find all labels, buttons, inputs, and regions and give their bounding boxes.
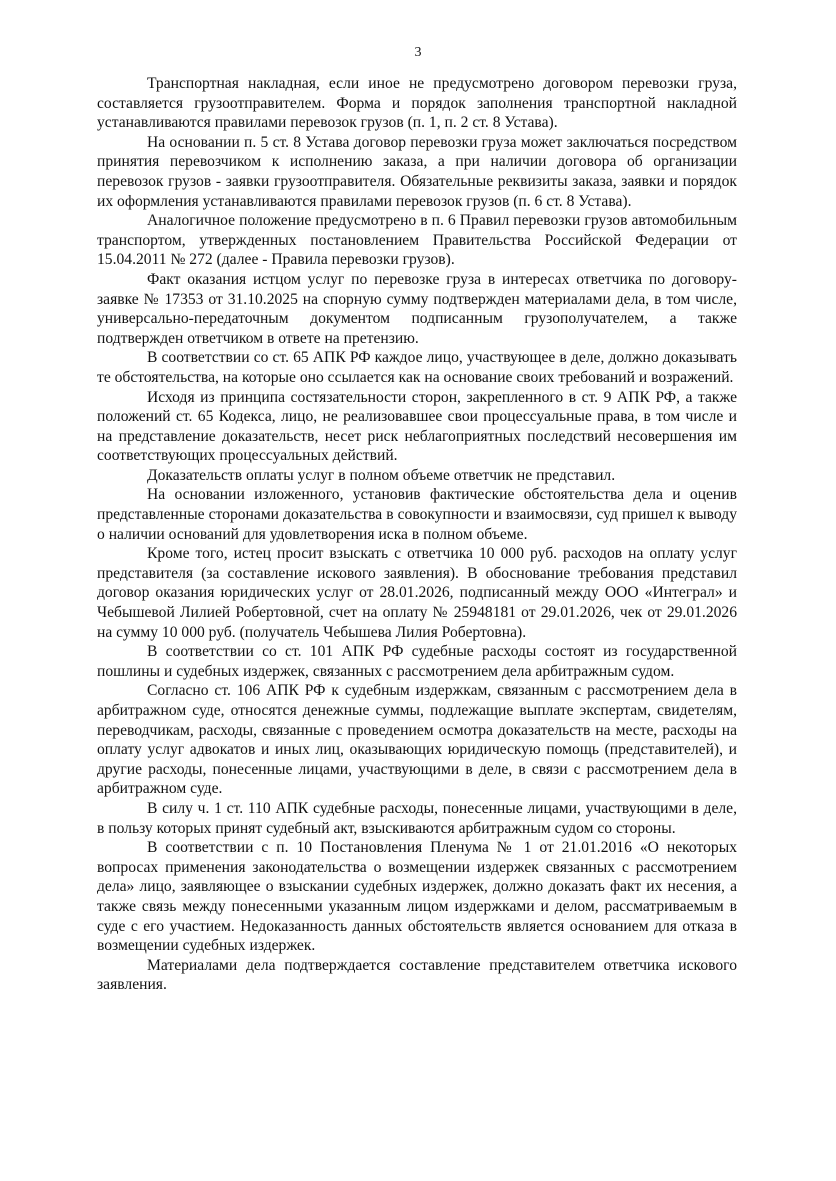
paragraph: Исходя из принципа состязательности сторон, закрепленного в ст. 9 АПК РФ, а также положений ст. 65 Кодекса, лицо, не реализовавшее свои процессуальные права, в том числе и на представление доказательств, несет риск неблагоприятных последствий несовершения им соответствующих процессуальных действий. bbox=[97, 388, 737, 465]
paragraph: Согласно ст. 106 АПК РФ к судебным издержкам, связанным с рассмотрением дела в арбитражном суде, относятся денежные суммы, подлежащие выплате экспертам, свидетелям, переводчикам, расходы, связанные с проведением осмотра доказательств на месте, расходы на оплату услуг адвокатов и иных лиц, оказывающих юридическую помощь (представителей), и другие расходы, понесенные лицами, участвующими в деле, в связи с рассмотрением дела в арбитражном суде. bbox=[97, 682, 737, 798]
paragraph: На основании п. 5 ст. 8 Устава договор перевозки груза может заключаться посредством принятия перевозчиком к исполнению заказа, а при наличии договора об организации перевозок грузов - заявки грузоотправителя. Обязательные реквизиты заказа, заявки и порядок их оформления устанавливаются правилами перевозок грузов (п. 6 ст. 8 Устава). bbox=[97, 133, 737, 210]
paragraph: Доказательств оплаты услуг в полном объеме ответчик не представил. bbox=[147, 466, 616, 484]
paragraph: Аналогичное положение предусмотрено в п. 6 Правил перевозки грузов автомобильным транспортом, утвержденных постановлением Правительства Российской Федерации от 15.04.2011 № 272 (далее - Правила перевозки грузов). bbox=[97, 212, 737, 269]
paragraph: В соответствии со ст. 101 АПК РФ судебные расходы состоят из государственной пошлины и судебных издержек, связанных с рассмотрением дела арбитражным судом. bbox=[97, 643, 737, 680]
document-body bbox=[97, 74, 737, 995]
paragraph: В соответствии с п. 10 Постановления Пленума № 1 от 21.01.2016 «О некоторых вопросах применения законодательства о возмещении издержек связанных с рассмотрением дела» лицо, заявляющее о взыскании судебных издержек, должно доказать факт их несения, а также связь между понесенными указанным лицом издержками и делом, рассматриваемым в суде с его участием. Недоказанность данных обстоятельств является основанием для отказа в возмещении судебных издержек. bbox=[97, 839, 737, 955]
paragraph: На основании изложенного, установив фактические обстоятельства дела и оценив представленные сторонами доказательства в совокупности и взаимосвязи, суд пришел к выводу о наличии оснований для удовлетворения иска в полном объеме. bbox=[97, 486, 737, 543]
paragraph: Кроме того, истец просит взыскать с ответчика 10 000 руб. расходов на оплату услуг представителя (за составление искового заявления). В обоснование требования представил договор оказания юридических услуг от 28.01.2026, подписанный между ООО «Интеграл» и Чебышевой Лилией Робертовной, счет на оплату № 25948181 от 29.01.2026, чек от 29.01.2026 на сумму 10 000 руб. (получатель Чебышева Лилия Робертовна). bbox=[97, 545, 737, 641]
paragraph: В соответствии со ст. 65 АПК РФ каждое лицо, участвующее в деле, должно доказывать те обстоятельства, на которые оно ссылается как на основание своих требований и возражений. bbox=[97, 349, 737, 386]
paragraph: Материалами дела подтверждается составление представителем ответчика искового заявления. bbox=[97, 956, 737, 994]
paragraph: В силу ч. 1 ст. 110 АПК судебные расходы, понесенные лицами, участвующими в деле, в пользу которых принят судебный акт, взыскиваются арбитражным судом со стороны. bbox=[97, 799, 737, 837]
paragraph: Факт оказания истцом услуг по перевозке груза в интересах ответчика по договору-заявке № 17353 от 31.10.2025 на спорную сумму подтвержден материалами дела, в том числе, универсально-передаточным документом подписанным грузополучателем, а также подтвержден ответчиком в ответе на претензию. bbox=[97, 270, 737, 347]
page-number: 3 bbox=[414, 45, 422, 60]
paragraph: Транспортная накладная, если иное не предусмотрено договором перевозки груза, составляется грузоотправителем. Форма и порядок заполнения транспортной накладной устанавливаются правилами перевозок грузов (п. 1, п. 2 ст. 8 Устава). bbox=[97, 75, 737, 132]
